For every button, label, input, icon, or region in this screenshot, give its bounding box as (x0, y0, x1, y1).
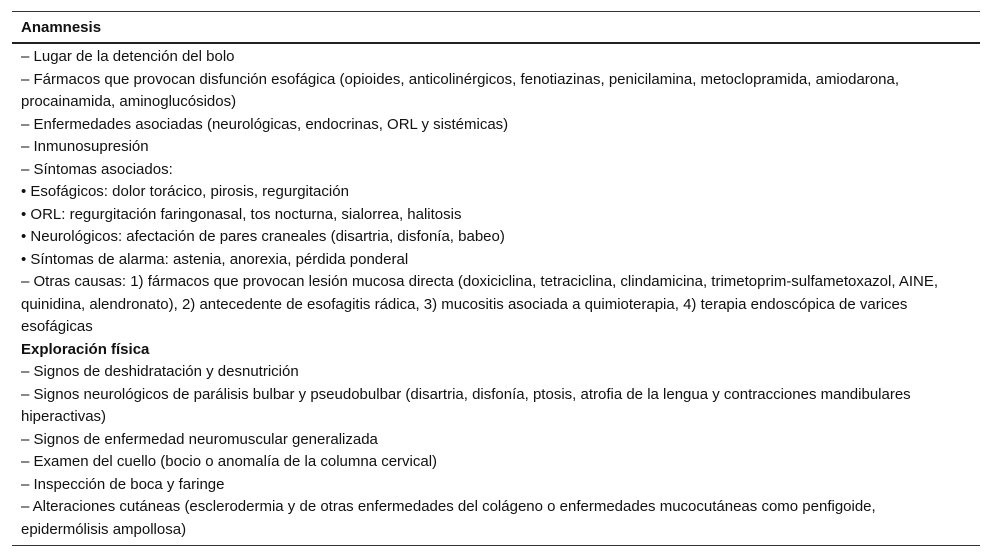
table-header-anamnesis: Anamnesis (12, 12, 980, 44)
list-item: – Examen del cuello (bocio o anomalía de la columna cervical) (21, 453, 438, 470)
clinical-table (12, 11, 980, 546)
list-item: – Signos de deshidratación y desnutrición (21, 363, 299, 380)
list-item: – Signos neurológicos de parálisis bulbar y pseudobulbar (disartria, disfonía, ptosis, atrofia de la lengua y contracciones mandibulares hiperactivas) (21, 385, 911, 425)
list-item: • ORL: regurgitación faringonasal, tos nocturna, sialorrea, halitosis (21, 205, 462, 223)
list-item: – Lugar de la detención del bolo (21, 48, 235, 65)
list-item: – Síntomas asociados: (21, 160, 173, 178)
list-item: – Otras causas: 1) fármacos que provocan lesión mucosa directa (doxiciclina, tetraciclina, clindamicina, trimetoprim-sulfametoxazol, AINE, quinidina, alendronato), 2) antecedente de esofagitis rádica, 3) mucositis asociada a quimioterapia, 4) terapia endoscópica de varices esofágicas (21, 273, 939, 335)
table-body (12, 44, 980, 546)
list-item: – Fármacos que provocan disfunción esofágica (opioides, anticolinérgicos, fenotiazinas, penicilamina, metoclopramida, amiodarona, procainamida, aminoglucósidos) (21, 70, 899, 110)
list-item: • Síntomas de alarma: astenia, anorexia, pérdida ponderal (21, 250, 409, 268)
list-item: – Signos de enfermedad neuromuscular generalizada (21, 430, 378, 448)
section-title-exploracion: Exploración física (21, 340, 150, 358)
list-item: – Alteraciones cutáneas (esclerodermia y de otras enfermedades del colágeno o enfermedades mucocutáneas como penfigoide, epidermólisis ampollosa) (21, 498, 876, 538)
list-item: – Inmunosupresión (21, 138, 149, 155)
list-item: • Neurológicos: afectación de pares craneales (disartria, disfonía, babeo) (21, 228, 505, 245)
list-item: – Enfermedades asociadas (neurológicas, endocrinas, ORL y sistémicas) (21, 115, 509, 133)
list-item: – Inspección de boca y faringe (21, 475, 225, 493)
list-item: • Esofágicos: dolor torácico, pirosis, regurgitación (21, 183, 349, 200)
